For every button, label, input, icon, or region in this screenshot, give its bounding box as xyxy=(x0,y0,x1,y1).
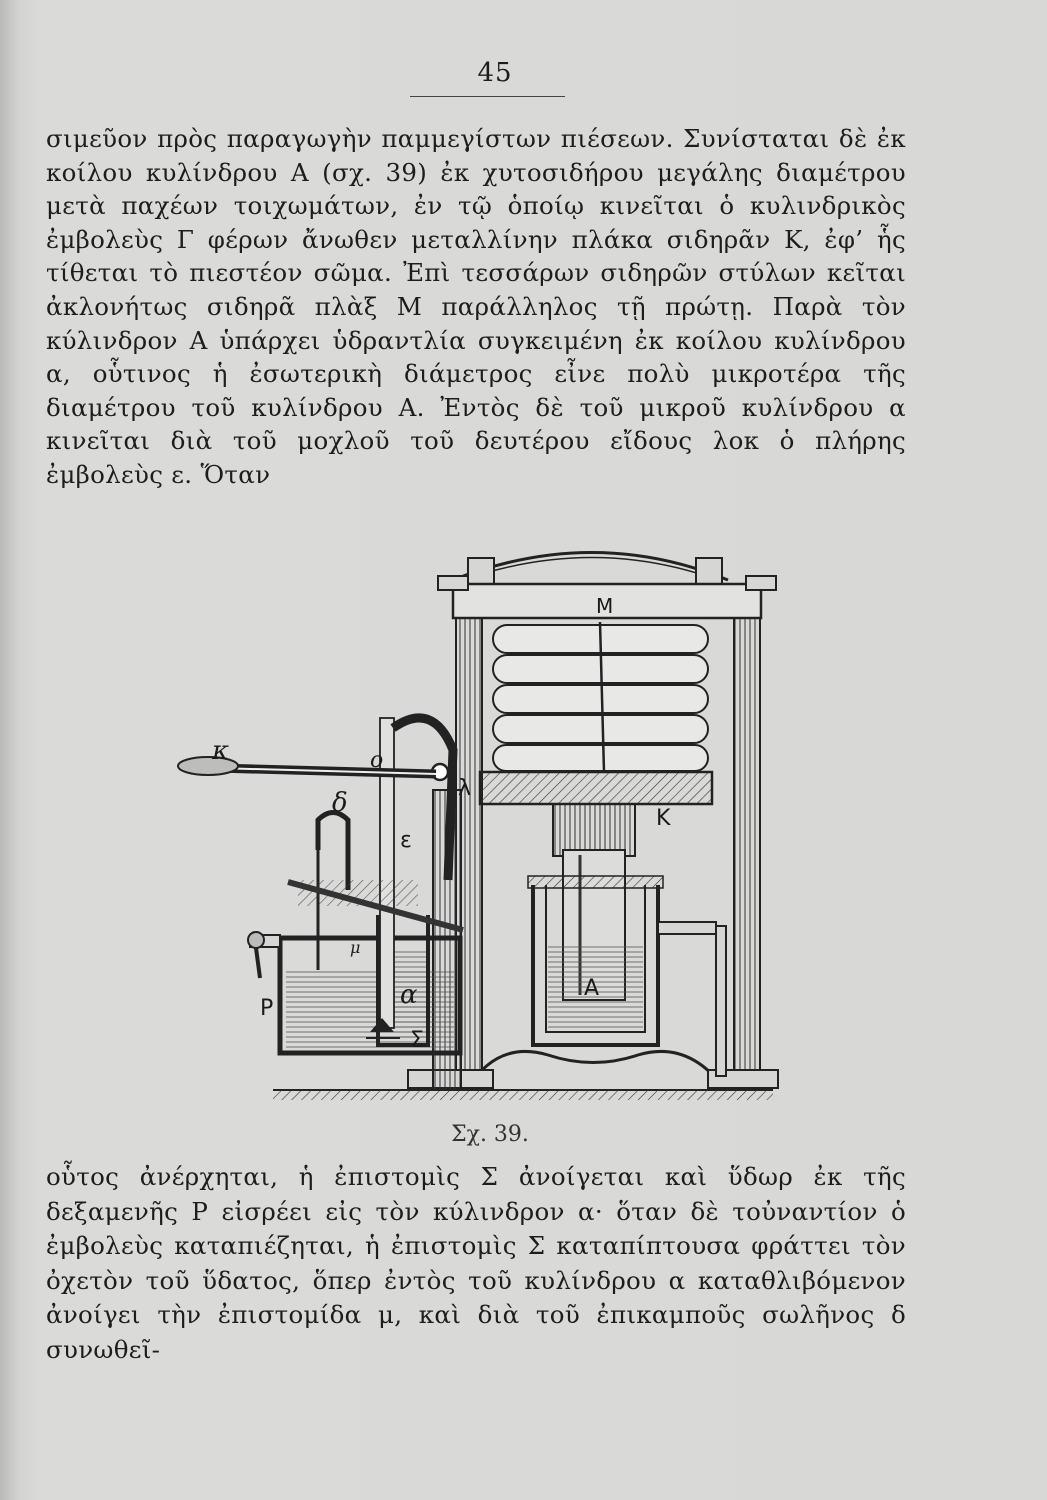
label-plate-m: M xyxy=(596,594,614,618)
label-valve-sigma: Σ xyxy=(410,1028,424,1053)
hydraulic-press-figure xyxy=(168,550,908,1115)
label-handle-kappa: κ xyxy=(212,736,230,766)
paragraph-bottom: οὗτος ἀνέρχηται, ἡ ἐπιστομὶς Σ ἀνοίγεται καὶ ὕδωρ ἐκ τῆς δεξαμενῆς Ρ εἰσρέει εἰς τὸν κύλινδρον α· ὅταν δὲ τοὐναντίον ὁ ἐμβολεὺς καταπιέζηται, ἡ ἐπιστομὶς Σ καταπίπτουσα φράττει τὸν ὀχετὸν τοῦ ὕδατος, ὅπερ ἐντὸς τοῦ κυλίνδρου α καταθλιβόμενον ἀνοίγει τὴν ἐπιστομίδα μ, καὶ διὰ τοῦ ἐπικαμποῦς σωλῆνος δ συνωθεῖ- xyxy=(46,1162,906,1364)
label-piston-epsilon: ε xyxy=(400,828,412,853)
label-pump-alpha: α xyxy=(400,980,418,1010)
header-rule xyxy=(410,96,565,97)
label-joint-lambda: λ xyxy=(458,776,472,801)
page-number: 45 xyxy=(477,58,513,88)
label-cylinder-a: A xyxy=(584,976,600,1001)
label-joint-omicron: o xyxy=(370,748,384,773)
paragraph-top: σιμεῦον πρὸς παραγωγὴν παμμεγίστων πιέσεων. Συνίσταται δὲ ἐκ κοίλου κυλίνδρου Α (σχ. 39) ἐκ χυτοσιδήρου μεγάλης διαμέτρου μετὰ παχέων τοιχωμάτων, ἐν τῷ ὁποίῳ κινεῖται ὁ κυλινδρικὸς ἐμβολεὺς Γ φέρων ἄνωθεν μεταλλίνην πλάκα σιδηρᾶν Κ, ἐφ’ ἧς τίθεται τὸ πιεστέον σῶμα. Ἐπὶ τεσσάρων σιδηρῶν στύλων κεῖται ἀκλονήτως σιδηρᾶ πλὰξ Μ παράλληλος τῇ πρώτῃ. Παρὰ τὸν κύλινδρον Α ὑπάρχει ὑδραντλία συγκειμένη ἐκ κοίλου κυλίνδρου α, οὗτινος ἡ ἐσωτερικὴ διάμετρος εἶνε πολὺ μικροτέρα τῆς διαμέτρου τοῦ κυλίνδρου Α. Ἐντὸς δὲ τοῦ μικροῦ κυλίνδρου α κινεῖται διὰ τοῦ μοχλοῦ τοῦ δευτέρου εἴδους λοκ ὁ πλήρης ἐμβολεὺς ε. Ὅταν xyxy=(46,124,906,489)
label-tube-delta: δ xyxy=(332,788,348,818)
hydraulic-press-drawing xyxy=(168,550,908,1115)
label-valve-mu: μ xyxy=(350,938,361,957)
label-plate-k: K xyxy=(656,806,671,831)
label-reservoir-p: P xyxy=(260,996,274,1021)
figure-caption: Σχ. 39. xyxy=(451,1122,529,1147)
